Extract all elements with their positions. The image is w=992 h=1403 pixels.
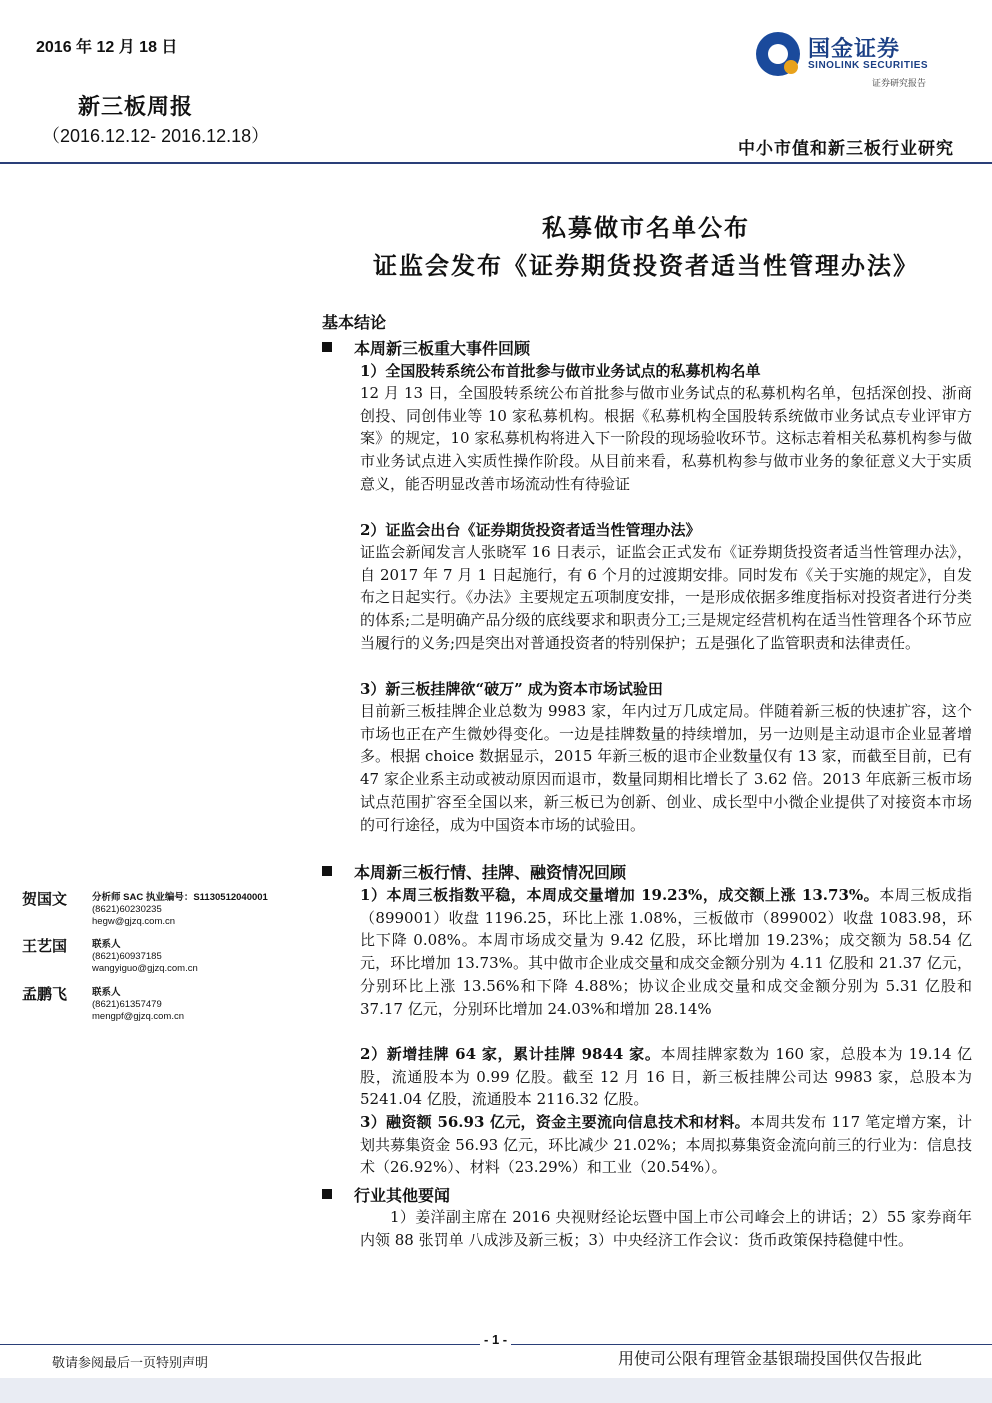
author-name: 孟鹏飞 [22, 985, 68, 1003]
header-divider [0, 162, 992, 164]
author-info [92, 939, 198, 975]
usage-notice: 用使司公限有理管金基银瑞投国供仅告报此 [618, 1349, 923, 1368]
item-title: 2）新增挂牌 64 家，累计挂牌 9844 家。 [360, 1045, 661, 1063]
bullet-heading-text: 本周新三板重大事件回顾 [354, 339, 531, 358]
other-news-paragraph: 1）姜洋副主席在 2016 央视财经论坛暨中国上市公司峰会上的讲话；2）55 家券商年内领 88 张罚单 八成涉及新三板；3）中央经济工作会议：货币政策保持稳健中性。 [360, 1208, 972, 1249]
author-phone: (8621)61357479 [92, 999, 162, 1010]
bullet-heading-events [322, 336, 530, 359]
item-paragraph: 证监会新闻发言人张晓军 16 日表示，证监会正式发布《证券期货投资者适当性管理办法》，自 2017 年 7 月 1 日起施行，有 6 个月的过渡期安排。同时发布《关于实施的规定》，自发布之日起实行。《办法》主要规定五项制度安排，一是形成依据多维度指标对投资者进行分类的体系;二是明确产品分级的底线要求和职责分工;三是规定经营机构在适当性管理各个环节应当履行的义务;四是突出对普通投资者的特别保护；五是强化了监管职责和法律责任。 [360, 543, 972, 652]
main-title-line1: 私募做市名单公布 [542, 213, 750, 242]
report-date-range: （2016.12.12- 2016.12.18） [42, 126, 270, 146]
disclaimer-note: 敬请参阅最后一页特别声明 [52, 1356, 209, 1371]
item-paragraph: 12 月 13 日，全国股转系统公布首批参与做市业务试点的私募机构名单，包括深创投、浙商创投、同创伟业等 10 家私募机构。根据《私募机构全国股转系统做市业务试点专业评审方案》的规定，10 家私募机构将进入下一阶段的现场验收环节。这标志着相关私募机构参与做市业务试点进入实质性操作阶段。从目前来看，私募机构参与做市业务的象征意义大于实质意义，能否明显改善市场流动性有待验证 [360, 384, 972, 493]
item-title: 1）全国股转系统公布首批参与做市业务试点的私募机构名单 [360, 362, 761, 380]
author-phone: (8621)60230235 [92, 904, 162, 915]
author-name: 王艺国 [22, 937, 68, 955]
sinolink-logo [756, 30, 956, 94]
report-date: 2016 年 12 月 18 日 [36, 39, 178, 56]
author-phone: (8621)60937185 [92, 951, 162, 962]
item-title: 3）新三板挂牌欲“破万” 成为资本市场试验田 [360, 680, 663, 698]
logo-en-text: SINOLINK SECURITIES [808, 60, 929, 71]
item-text: 本周共发布 117 笔定增方案，计划共募集资金 56.93 亿元，环比减少 21.02%；本周拟募集资金流向前三的行业为：信息技术（26.92%）、材料（23.29%）和工业（20.54%）。 [360, 1113, 972, 1177]
author-email: hegw@gjzq.com.cn [92, 916, 176, 927]
item-title: 1）本周三板指数平稳，本周成交量增加 19.23%，成交额上涨 13.73%。 [360, 886, 880, 904]
item-paragraph [360, 1043, 972, 1111]
logo-dot-icon [784, 60, 798, 74]
section-label: 基本结论 [322, 313, 387, 332]
item-title: 2）证监会出台《证券期货投资者适当性管理办法》 [360, 521, 701, 539]
square-bullet-icon [322, 342, 332, 352]
author-email: wangyiguo@gjzq.com.cn [92, 963, 198, 974]
square-bullet-icon [322, 1189, 332, 1199]
bullet-heading-text: 行业其他要闻 [354, 1186, 451, 1205]
report-series-title: 新三板周报 [78, 94, 194, 120]
bullet-heading-market [322, 860, 626, 883]
author-role: 联系人 [92, 987, 121, 998]
author-info [92, 892, 268, 928]
item-title: 3）融资额 56.93 亿元，资金主要流向信息技术和材料。 [360, 1113, 750, 1131]
author-email: mengpf@gjzq.com.cn [92, 1011, 185, 1022]
page-number: - 1 - [480, 1332, 511, 1347]
author-role: 联系人 [92, 939, 121, 950]
logo-cn-text: 国金证券 [808, 37, 901, 62]
author-role: 分析师 SAC 执业编号：S1130512040001 [92, 892, 268, 903]
main-title-line2: 证监会发布《证券期货投资者适当性管理办法》 [373, 251, 919, 280]
author-info [92, 987, 184, 1023]
item-text: 本周三板成指（899001）收盘 1196.25，环比上涨 1.08%，三板做市（899002）收盘 1083.98，环比下降 0.08%。本周市场成交量为 9.42 亿股，环比增加 19.23%；成交额为 58.54 亿元，环比增加 13.73%。其中做市企业成交量和成交金额分别为 4.11 亿股和 21.37 亿元，分别环比上涨 13.56%和下降 4.88%；协议企业成交量和成交金额分别为 5.31 亿股和 37.17 亿元，分别环比增加 24.03%和增加 28.14% [360, 886, 972, 1018]
item-paragraph [360, 1111, 972, 1179]
square-bullet-icon [322, 866, 332, 876]
item-paragraph: 目前新三板挂牌企业总数为 9983 家，年内过万几成定局。伴随着新三板的快速扩容，这个市场也正在产生微妙得变化。一边是挂牌数量的持续增加，另一边则是主动退市企业显著增多。根据 choice 数据显示，2015 年新三板的退市企业数量仅有 13 家，而截至目前，已有 47 家企业系主动或被动原因而退市，数量同期相比增长了 3.62 倍。2013 年底新三板市场试点范围扩容至全国以来，新三板已为创新、创业、成长型中小微企业提供了对接资本市场的可行途径，成为中国资本市场的试验田。 [360, 702, 972, 834]
bullet-heading-other-news [322, 1183, 450, 1206]
item-text: 本周挂牌家数为 160 家，总股本为 19.14 亿股，流通股本为 0.99 亿股。截至 12 月 16 日，新三板挂牌公司达 9983 家，总股本为 5241.04 亿股，流通股本 2116.32 亿股。 [360, 1045, 972, 1109]
item-paragraph [360, 884, 972, 1020]
author-name: 贺国文 [22, 890, 68, 908]
logo-subtitle: 证券研究报告 [872, 79, 927, 89]
footer-band [0, 1378, 992, 1403]
bullet-heading-text: 本周新三板行情、挂牌、融资情况回顾 [354, 863, 627, 882]
report-category: 中小市值和新三板行业研究 [738, 139, 954, 159]
